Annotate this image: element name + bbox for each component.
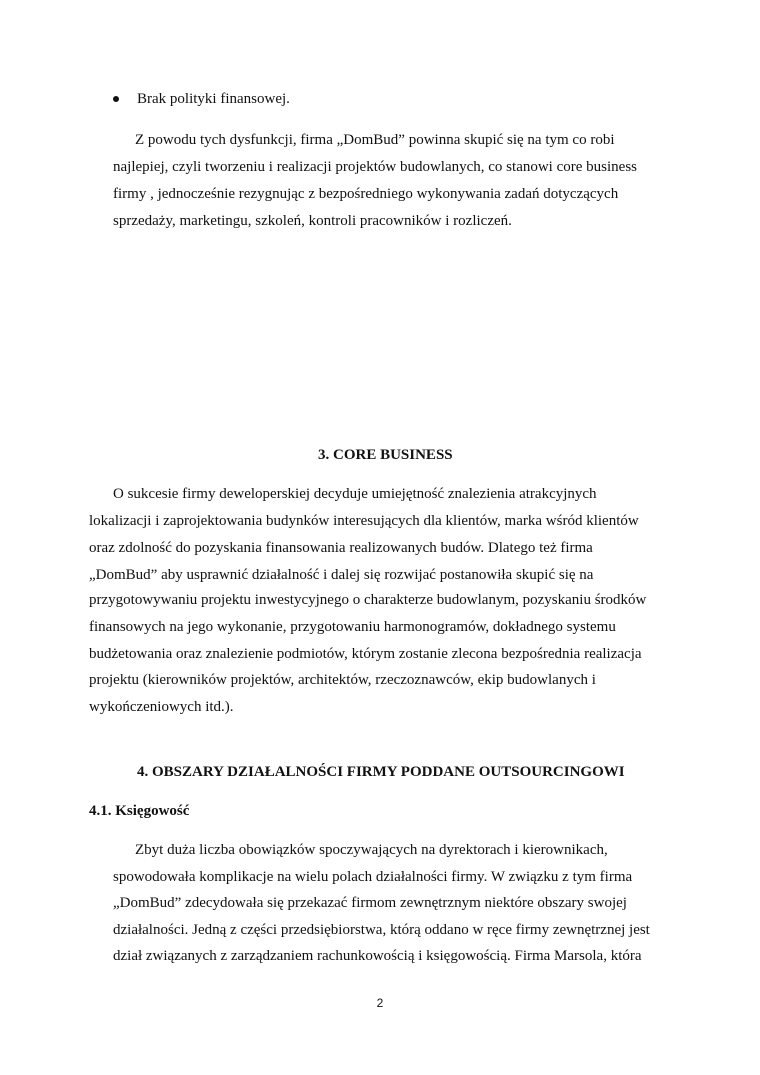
paragraph-line: „DomBud” aby usprawnić działalność i dalej się rozwijać postanowiła skupić się na [89, 567, 594, 583]
paragraph-line: budżetowania oraz znalezienie podmiotów, którym zostanie zlecona bezpośrednia realizacja [89, 646, 642, 662]
paragraph-line: oraz zdolność do pozyskania finansowania realizowanych budów. Dlatego też firma [89, 540, 593, 556]
paragraph-line: sprzedaży, marketingu, szkoleń, kontroli pracowników i rozliczeń. [113, 213, 512, 229]
bullet-text: Brak polityki finansowej. [137, 91, 290, 107]
subsection-heading-accounting: 4.1. Księgowość [89, 803, 190, 819]
paragraph-line: O sukcesie firmy deweloperskiej decyduje umiejętność znalezienia atrakcyjnych [113, 486, 597, 502]
paragraph-line: Z powodu tych dysfunkcji, firma „DomBud” powinna skupić się na tym co robi [135, 132, 615, 148]
paragraph-line: „DomBud” zdecydowała się przekazać firmom zewnętrznym niektóre obszary swojej [113, 895, 627, 911]
paragraph-line: najlepiej, czyli tworzeniu i realizacji projektów budowlanych, co stanowi core business [113, 159, 637, 175]
paragraph-line: Zbyt duża liczba obowiązków spoczywających na dyrektorach i kierownikach, [135, 842, 608, 858]
paragraph-line: dział związanych z zarządzaniem rachunkowością i księgowością. Firma Marsola, która [113, 948, 642, 964]
paragraph-line: działalności. Jedną z części przedsiębiorstwa, którą oddano w ręce firmy zewnętrznej jest [113, 922, 650, 938]
paragraph-line: lokalizacji i zaprojektowania budynków interesujących dla klientów, marka wśród klientów [89, 513, 639, 529]
section-heading-core-business: 3. CORE BUSINESS [318, 447, 453, 463]
paragraph-line: finansowych na jego wykonanie, przygotowaniu harmonogramów, dokładnego systemu [89, 619, 616, 635]
bullet-icon [113, 96, 119, 102]
paragraph-line: spowodowała komplikacje na wielu polach działalności firmy. W związku z tym firma [113, 869, 633, 885]
paragraph-line: projektu (kierowników projektów, architektów, rzeczoznawców, ekip budowlanych i [89, 672, 596, 688]
paragraph-line: wykończeniowych itd.). [89, 699, 234, 715]
section-heading-outsourcing: 4. OBSZARY DZIAŁALNOŚCI FIRMY PODDANE OUTSOURCINGOWI [137, 764, 625, 780]
paragraph-line: firmy , jednocześnie rezygnując z bezpośredniego wykonywania zadań dotyczących [113, 186, 619, 202]
page-number: 2 [376, 996, 384, 1010]
paragraph-line: przygotowywaniu projektu inwestycyjnego o charakterze budowlanym, pozyskaniu środków [89, 592, 647, 608]
